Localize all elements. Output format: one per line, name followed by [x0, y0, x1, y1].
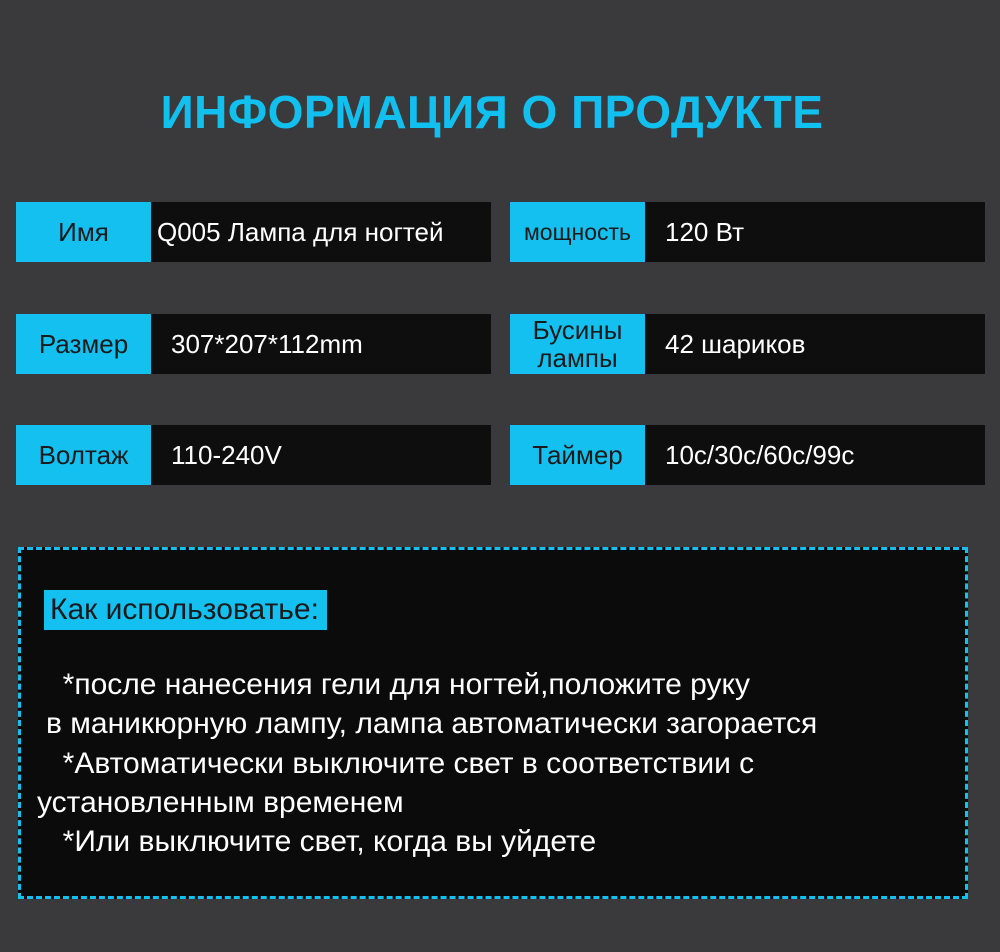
spec-power-label: мощность [510, 202, 645, 262]
how-to-use-heading: Как использоватье: [44, 590, 327, 630]
how-to-use-panel [18, 547, 968, 899]
spec-voltage-label: Волтаж [16, 425, 151, 485]
spec-power-value: 120 Вт [645, 202, 985, 262]
spec-name [16, 202, 491, 262]
spec-size [16, 314, 491, 374]
how-to-use-line: *Или выключите свет, когда вы уйдете [46, 825, 597, 858]
spec-voltage-value: 110-240V [151, 425, 491, 485]
how-to-use-line: в маникюрную лампу, лампа автоматически загорается [46, 707, 818, 740]
page-title: ИНФОРМАЦИЯ О ПРОДУКТЕ [160, 86, 824, 138]
how-to-use-line: *Автоматически выключите свет в соответствии с [46, 747, 755, 780]
spec-power [510, 202, 985, 262]
spec-beads-label: Бусины лампы [510, 314, 645, 374]
spec-name-value: Q005 Лампа для ногтей [151, 202, 491, 262]
spec-size-label: Размер [16, 314, 151, 374]
how-to-use-line: *после нанесения гели для ногтей,положите руку [46, 668, 750, 701]
spec-timer [510, 425, 985, 485]
spec-timer-value: 10с/30с/60с/99с [645, 425, 985, 485]
spec-timer-label: Таймер [510, 425, 645, 485]
how-to-use-line: установленным временем [37, 786, 404, 819]
spec-beads-value: 42 шариков [645, 314, 985, 374]
spec-name-label: Имя [16, 202, 151, 262]
spec-beads [510, 314, 985, 374]
spec-size-value: 307*207*112mm [151, 314, 491, 374]
spec-voltage [16, 425, 491, 485]
